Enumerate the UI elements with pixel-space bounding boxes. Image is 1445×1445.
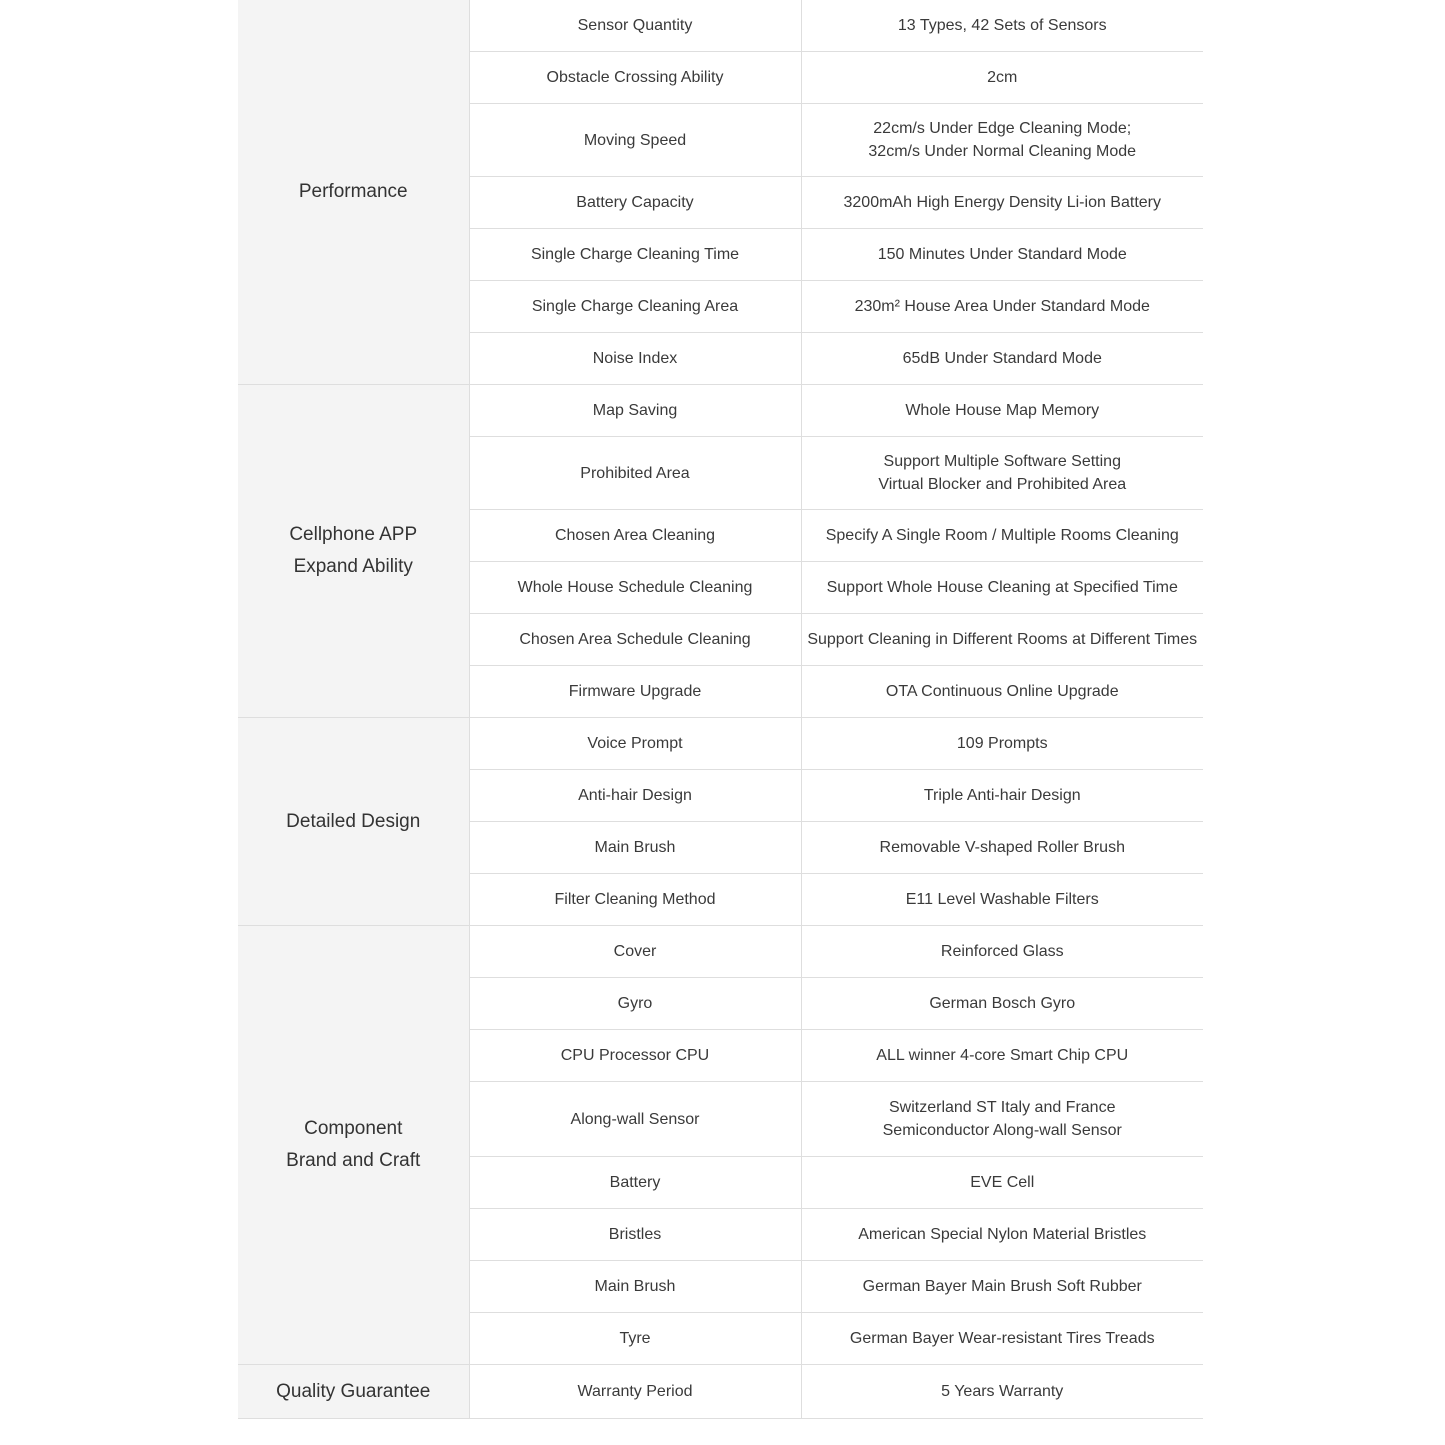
table-row (238, 385, 1203, 437)
category-label: Quality Guarantee (276, 1380, 431, 1402)
spec-name: Moving Speed (469, 104, 801, 177)
spec-name: Noise Index (469, 333, 801, 385)
spec-value: Reinforced Glass (801, 926, 1203, 978)
table-row (238, 926, 1203, 978)
spec-value: 109 Prompts (801, 718, 1203, 770)
spec-table (238, 0, 1203, 1419)
category-label: Detailed Design (286, 810, 421, 832)
spec-value: 13 Types, 42 Sets of Sensors (801, 0, 1203, 52)
spec-value: Triple Anti-hair Design (801, 770, 1203, 822)
spec-name: Filter Cleaning Method (469, 874, 801, 926)
spec-name: Battery (469, 1157, 801, 1209)
spec-value: German Bayer Wear-resistant Tires Treads (801, 1313, 1203, 1365)
spec-value: 150 Minutes Under Standard Mode (801, 229, 1203, 281)
category-label: Cellphone APP (289, 524, 418, 545)
spec-name: Chosen Area Schedule Cleaning (469, 614, 801, 666)
spec-name: Battery Capacity (469, 177, 801, 229)
spec-value: 230m² House Area Under Standard Mode (801, 281, 1203, 333)
spec-value: American Special Nylon Material Bristles (801, 1209, 1203, 1261)
spec-value: Removable V-shaped Roller Brush (801, 822, 1203, 874)
spec-value: 3200mAh High Energy Density Li-ion Battery (801, 177, 1203, 229)
spec-name: Warranty Period (469, 1365, 801, 1419)
spec-sheet (238, 0, 1203, 1419)
spec-name: Anti-hair Design (469, 770, 801, 822)
spec-name: Whole House Schedule Cleaning (469, 562, 801, 614)
spec-value: OTA Continuous Online Upgrade (801, 666, 1203, 718)
category-label: Brand and Craft (286, 1150, 421, 1171)
spec-name: Main Brush (469, 1261, 801, 1313)
spec-value: 2cm (801, 52, 1203, 104)
spec-name: Tyre (469, 1313, 801, 1365)
table-row (238, 718, 1203, 770)
spec-name: Chosen Area Cleaning (469, 510, 801, 562)
spec-value: Support Cleaning in Different Rooms at Different Times (801, 614, 1203, 666)
spec-value: 65dB Under Standard Mode (801, 333, 1203, 385)
spec-name: Obstacle Crossing Ability (469, 52, 801, 104)
spec-name: CPU Processor CPU (469, 1030, 801, 1082)
spec-value: E11 Level Washable Filters (801, 874, 1203, 926)
spec-value: Whole House Map Memory (801, 385, 1203, 437)
category-label: Performance (298, 181, 408, 202)
spec-name: Prohibited Area (469, 437, 801, 510)
table-row (238, 1365, 1203, 1419)
spec-value: 22cm/s Under Edge Cleaning Mode; 32cm/s Under Normal Cleaning Mode (801, 104, 1203, 177)
category-cell (238, 385, 469, 718)
spec-value: Switzerland ST Italy and France Semiconductor Along-wall Sensor (801, 1082, 1203, 1157)
category-cell (238, 926, 469, 1365)
category-label: Component (304, 1118, 403, 1139)
spec-value: EVE Cell (801, 1157, 1203, 1209)
category-cell (238, 0, 469, 385)
spec-name: Cover (469, 926, 801, 978)
category-cell (238, 718, 469, 926)
spec-value: Support Whole House Cleaning at Specified Time (801, 562, 1203, 614)
spec-name: Firmware Upgrade (469, 666, 801, 718)
spec-value: German Bayer Main Brush Soft Rubber (801, 1261, 1203, 1313)
spec-name: Map Saving (469, 385, 801, 437)
category-cell (238, 1365, 469, 1419)
spec-name: Single Charge Cleaning Time (469, 229, 801, 281)
spec-value: ALL winner 4-core Smart Chip CPU (801, 1030, 1203, 1082)
spec-name: Bristles (469, 1209, 801, 1261)
spec-name: Voice Prompt (469, 718, 801, 770)
spec-value: 5 Years Warranty (801, 1365, 1203, 1419)
spec-value: Specify A Single Room / Multiple Rooms Cleaning (801, 510, 1203, 562)
spec-name: Sensor Quantity (469, 0, 801, 52)
category-label: Expand Ability (293, 556, 413, 577)
spec-name: Single Charge Cleaning Area (469, 281, 801, 333)
spec-name: Gyro (469, 978, 801, 1030)
spec-value: Support Multiple Software Setting Virtual Blocker and Prohibited Area (801, 437, 1203, 510)
spec-name: Main Brush (469, 822, 801, 874)
spec-name: Along-wall Sensor (469, 1082, 801, 1157)
spec-value: German Bosch Gyro (801, 978, 1203, 1030)
table-row (238, 0, 1203, 52)
